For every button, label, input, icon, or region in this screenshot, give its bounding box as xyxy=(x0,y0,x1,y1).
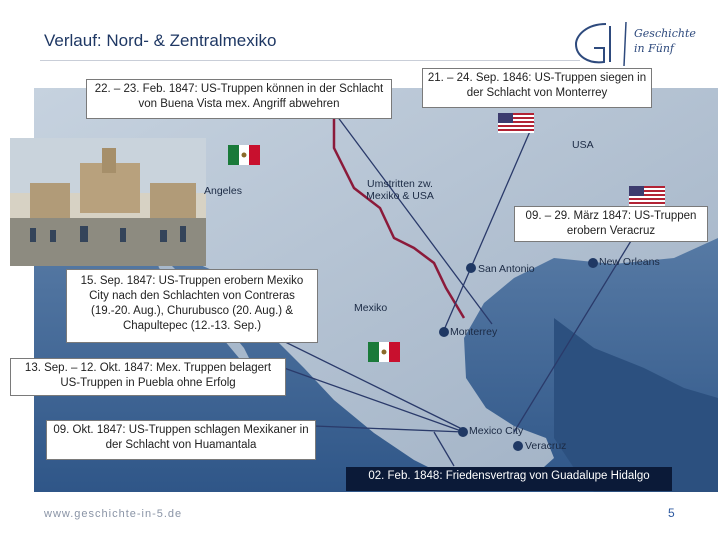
slide-title: Verlauf: Nord- & Zentralmexiko xyxy=(44,31,277,50)
header-divider xyxy=(40,60,580,61)
city-dot-san-antonio xyxy=(466,263,476,273)
label-veracruz: Veracruz xyxy=(525,440,567,452)
label-disputed: Umstritten zw. Mexiko & USA xyxy=(366,178,434,202)
logo xyxy=(566,18,696,68)
label-monterrey: Monterrey xyxy=(450,326,498,338)
city-dot-veracruz xyxy=(513,441,523,451)
usa-flag-icon xyxy=(498,113,534,133)
event-box-treaty: 02. Feb. 1848: Friedensvertrag von Guadalupe Hidalgo xyxy=(346,467,672,491)
event-box-monterrey: 21. – 24. Sep. 1846: US-Truppen siegen in der Schlacht von Monterrey xyxy=(422,68,652,108)
logo-mark xyxy=(566,18,696,68)
mexico-flag-icon xyxy=(228,145,260,165)
label-usa: USA xyxy=(572,139,594,151)
usa-flag-icon xyxy=(629,186,665,206)
label-angeles: Angeles xyxy=(204,185,242,197)
event-box-puebla: 13. Sep. – 12. Okt. 1847: Mex. Truppen belagert US-Truppen in Puebla ohne Erfolg xyxy=(10,358,286,396)
event-box-mexico-city: 15. Sep. 1847: US-Truppen erobern Mexiko City nach den Schlachten von Contreras (19.-20. Aug.), Churubusco (20. Aug.) & Chapultepec (12.-13. Sep.) xyxy=(66,269,318,343)
mexico-flag-icon xyxy=(368,342,400,362)
event-box-buena-vista: 22. – 23. Feb. 1847: US-Truppen können in der Schlacht von Buena Vista mex. Angriff abwehren xyxy=(86,79,392,119)
event-box-huamantla: 09. Okt. 1847: US-Truppen schlagen Mexikaner in der Schlacht von Huamantala xyxy=(46,420,316,460)
footer-url[interactable]: www.geschichte-in-5.de xyxy=(44,508,183,520)
logo-line2: in Fünf xyxy=(634,42,674,55)
label-mexiko: Mexiko xyxy=(354,302,388,314)
city-dot-mexico-city xyxy=(458,427,468,437)
label-san-antonio: San Antonio xyxy=(478,263,535,275)
label-new-orleans: New Orleans xyxy=(599,256,660,268)
label-mexico-city: Mexico City xyxy=(469,425,524,437)
painting-image xyxy=(10,138,206,266)
page-number: 5 xyxy=(668,506,675,520)
city-dot-new-orleans xyxy=(588,258,598,268)
event-box-veracruz: 09. – 29. März 1847: US-Truppen erobern Veracruz xyxy=(514,206,708,242)
city-dot-monterrey xyxy=(439,327,449,337)
logo-line1: Geschichte xyxy=(634,27,696,40)
